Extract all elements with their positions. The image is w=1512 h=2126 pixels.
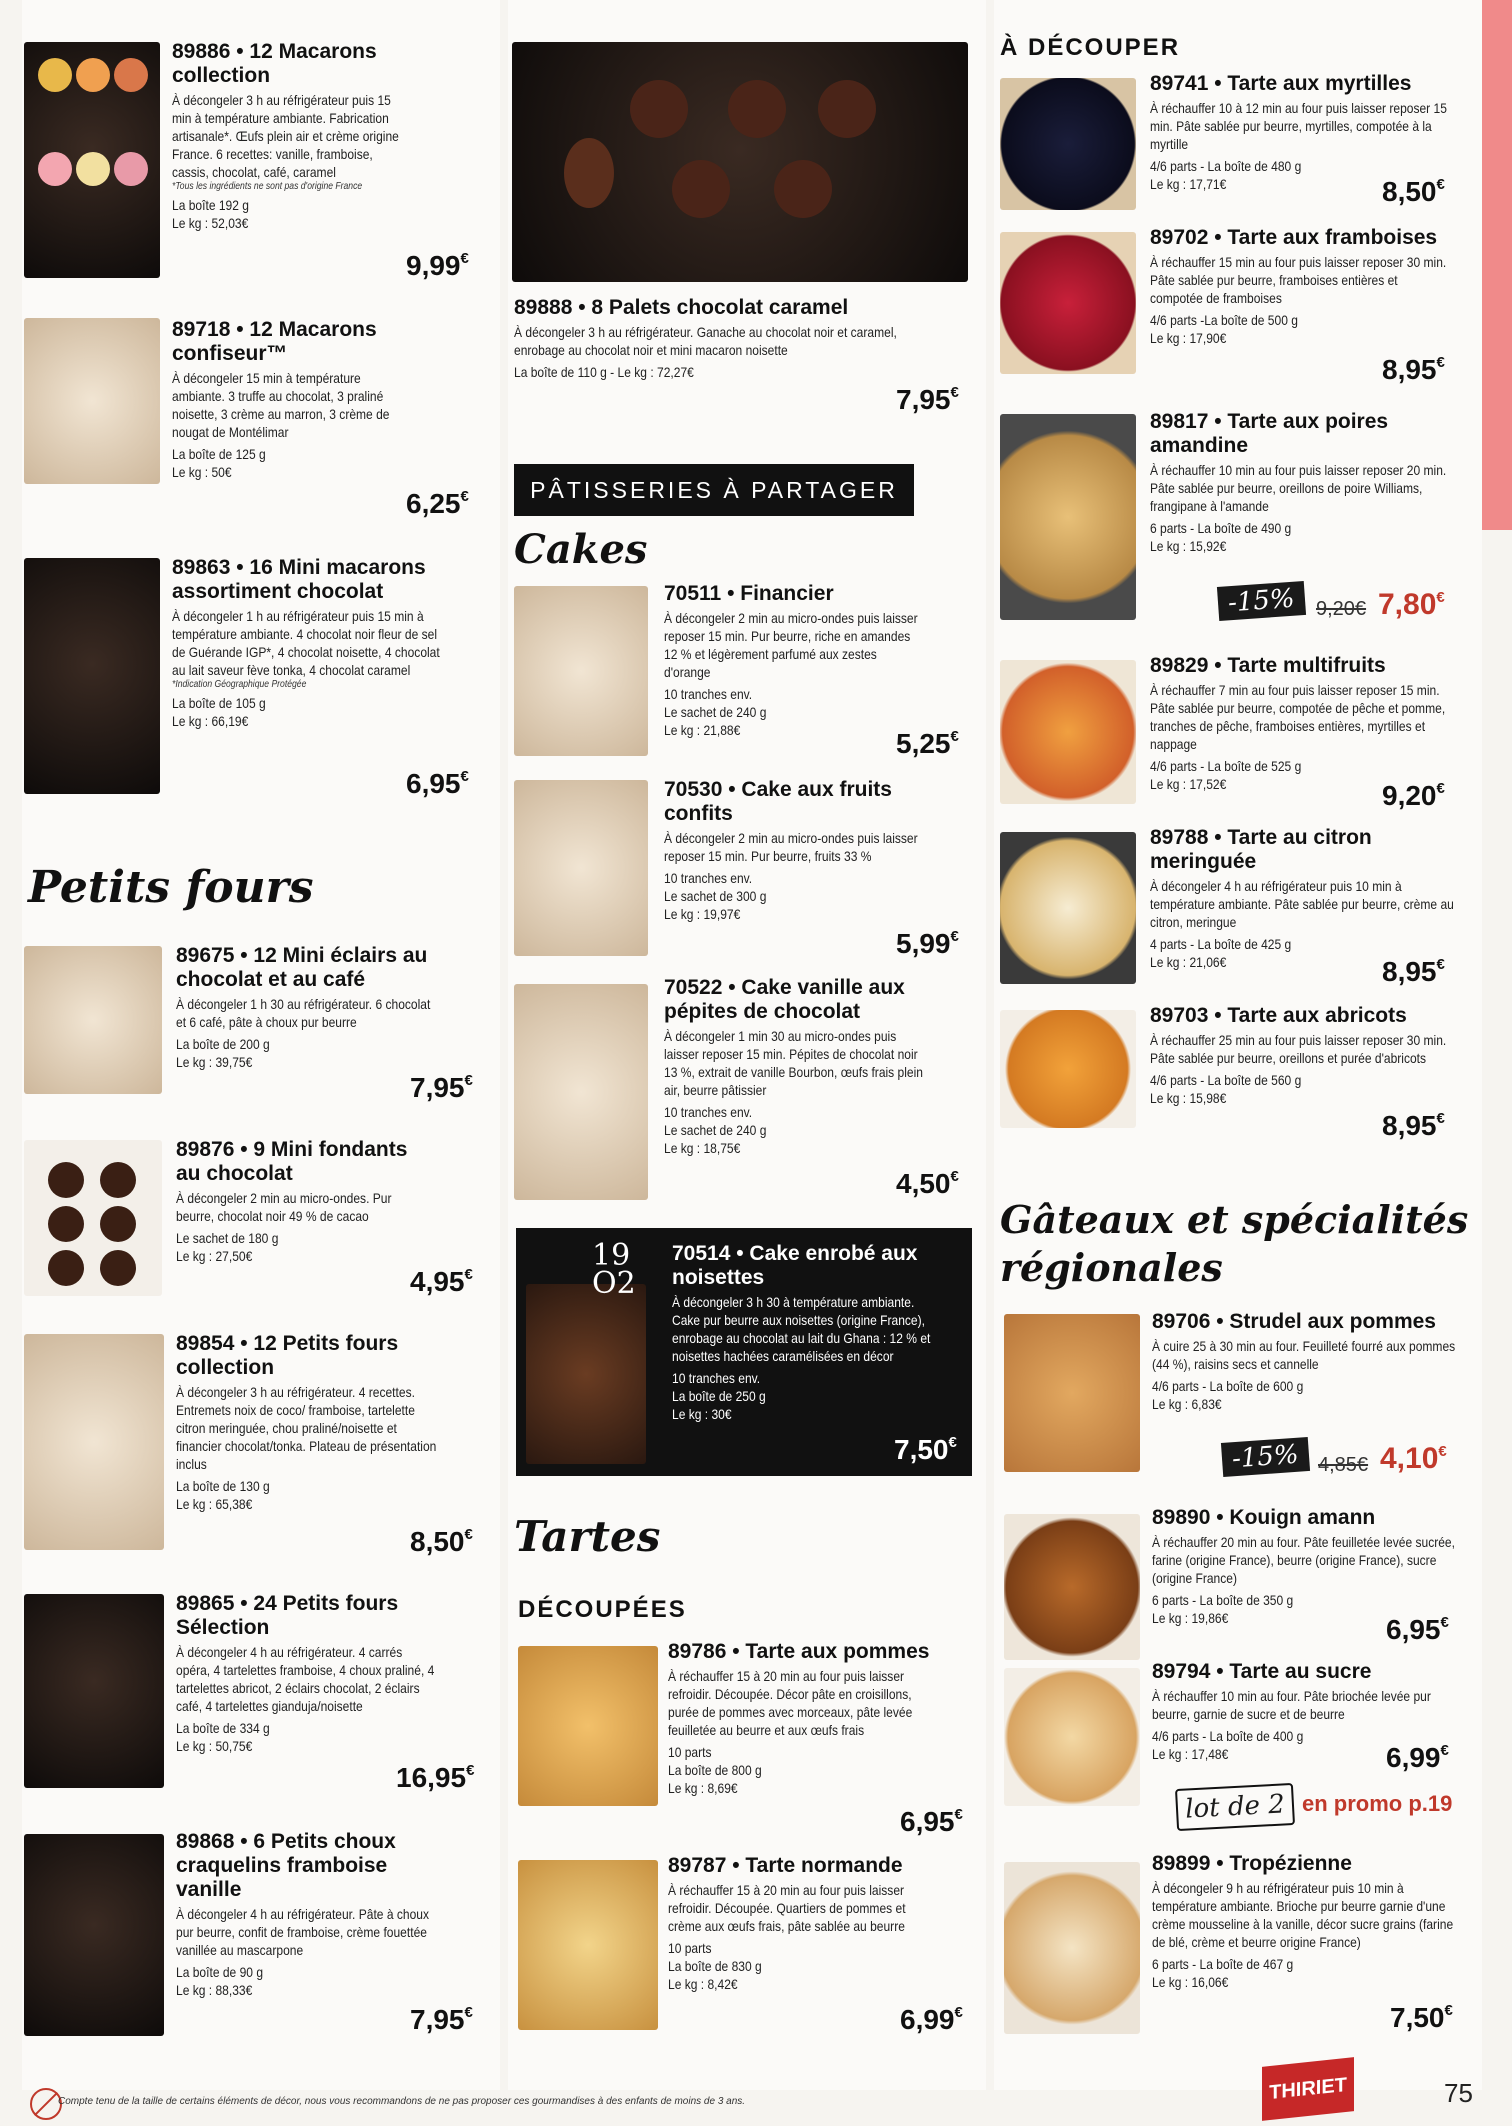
product-title: 89899 • Tropézienne bbox=[1152, 1852, 1352, 1875]
product-title: 89817 • Tarte aux poires amandine bbox=[1150, 410, 1389, 457]
price: 16,95€ bbox=[396, 1762, 475, 1793]
price: 8,95€ bbox=[1382, 1110, 1445, 1141]
petits-fours-selection-image bbox=[24, 1594, 164, 1788]
price: 7,95€ bbox=[410, 2004, 473, 2035]
lot-promo-link[interactable]: en promo p.19 bbox=[1302, 1791, 1453, 1816]
product-weight: Le sachet de 240 g bbox=[664, 1122, 767, 1138]
product-price-per-kg: Le kg : 19,86€ bbox=[1152, 1610, 1229, 1626]
product-weight: La boîte de 800 g bbox=[668, 1762, 762, 1778]
product-title: 89787 • Tarte normande bbox=[668, 1854, 903, 1877]
product-price-per-kg: Le kg : 50,75€ bbox=[176, 1738, 253, 1754]
product-price-per-kg: Le kg : 52,03€ bbox=[172, 215, 249, 231]
product-description: À décongeler 4 h au réfrigérateur. Pâte à choux pur beurre, confit de framboise, crème fouettée vanillée au mascarpone bbox=[176, 1906, 430, 1958]
product-note: *Tous les ingrédients ne sont pas d'origine France bbox=[172, 181, 363, 192]
product-price-per-kg: Le kg : 16,06€ bbox=[1152, 1974, 1229, 1990]
product-weight: 6 parts - La boîte de 490 g bbox=[1150, 520, 1292, 536]
price: 6,25€ bbox=[406, 488, 469, 519]
product-weight: 6 parts - La boîte de 467 g bbox=[1152, 1956, 1294, 1972]
product-price-per-kg: Le kg : 65,38€ bbox=[176, 1496, 253, 1512]
price: 7,95€ bbox=[410, 1072, 473, 1103]
product-slices: 10 tranches env. bbox=[672, 1370, 761, 1386]
product-description: À réchauffer 10 min au four puis laisser reposer 20 min. Pâte sablée pur beurre, oreillons de poire Williams, frangipane à l'amande bbox=[1150, 462, 1447, 514]
product-description: À décongeler 1 h 30 au réfrigérateur. 6 chocolat et 6 café, pâte à choux pur beurre bbox=[176, 996, 431, 1030]
price: 6,95€ bbox=[900, 1806, 963, 1837]
product-weight-price-per-kg: La boîte de 110 g - Le kg : 72,27€ bbox=[514, 364, 694, 380]
product-slices: 10 tranches env. bbox=[664, 1104, 753, 1120]
product-price-per-kg: Le kg : 21,88€ bbox=[664, 722, 741, 738]
product-price-per-kg: Le kg : 17,90€ bbox=[1150, 330, 1227, 346]
old-price: 4,85€ bbox=[1318, 1454, 1369, 1476]
heading-gateaux: Gâteaux et spécialités régionales bbox=[1000, 1197, 1469, 1290]
discount-badge: -15% bbox=[1221, 1437, 1310, 1477]
product-title: 89890 • Kouign amann bbox=[1152, 1506, 1376, 1529]
price: 6,95€ bbox=[1386, 1614, 1449, 1645]
product-weight: Le sachet de 180 g bbox=[176, 1230, 279, 1246]
product-description: À décongeler 4 h au réfrigérateur puis 10 min à température ambiante. Pâte sablée pur beurre, crème au citron, meringue bbox=[1150, 878, 1454, 930]
price: 6,99€ bbox=[1386, 1742, 1449, 1773]
product-price-per-kg: Le kg : 15,98€ bbox=[1150, 1090, 1227, 1106]
product-description: À décongeler 2 min au micro-ondes puis laisser reposer 15 min. Pur beurre, riche en amandes 12 % et légèrement parfumé aux zestes d'orange bbox=[664, 610, 918, 680]
cake-vanille-image bbox=[514, 984, 648, 1200]
strudel-image bbox=[1004, 1314, 1140, 1472]
macarons-image bbox=[24, 42, 160, 278]
product-weight: 4/6 parts -La boîte de 500 g bbox=[1150, 312, 1298, 328]
financier-image bbox=[514, 586, 648, 756]
tropezienne-image bbox=[1004, 1862, 1140, 2034]
tarte-myrtilles-image bbox=[1000, 78, 1136, 210]
product-weight: La boîte de 830 g bbox=[668, 1958, 762, 1974]
promo-price: 7,80€ bbox=[1378, 588, 1445, 621]
product-description: À décongeler 4 h au réfrigérateur. 4 carrés opéra, 4 tartelettes framboise, 4 choux praliné, 4 tartelettes abricot, 2 éclairs chocolat, 2 éclairs café, 4 tartelettes gianduja/noisette bbox=[176, 1644, 435, 1714]
product-price-per-kg: Le kg : 18,75€ bbox=[664, 1140, 741, 1156]
footer-note: Compte tenu de la taille de certains éléments de décor, nous vous recommandons de ne pas proposer ces gourmandises à des enfants de moins de 3 ans. bbox=[58, 2096, 746, 2107]
brand-logo: 19 O2 bbox=[592, 1238, 636, 1301]
price: 8,50€ bbox=[410, 1526, 473, 1557]
mini-macarons-image bbox=[24, 558, 160, 794]
product-parts: 10 parts bbox=[668, 1744, 712, 1760]
product-weight: 4/6 parts - La boîte de 600 g bbox=[1152, 1378, 1304, 1394]
product-title: 89786 • Tarte aux pommes bbox=[668, 1640, 930, 1663]
eclairs-image bbox=[24, 946, 162, 1094]
product-price-per-kg: Le kg : 66,19€ bbox=[172, 713, 249, 729]
fondants-image bbox=[24, 1140, 162, 1296]
product-price-per-kg: Le kg : 21,06€ bbox=[1150, 954, 1227, 970]
product-slices: 10 tranches env. bbox=[664, 870, 753, 886]
product-description: À réchauffer 15 min au four puis laisser reposer 30 min. Pâte sablée pur beurre, framboises entières et compotée de framboises bbox=[1150, 254, 1447, 306]
product-price-per-kg: Le kg : 6,83€ bbox=[1152, 1396, 1222, 1412]
cake-noisettes-image bbox=[526, 1284, 646, 1464]
side-tab bbox=[1482, 0, 1512, 530]
product-price-per-kg: Le kg : 17,71€ bbox=[1150, 176, 1227, 192]
product-price-per-kg: Le kg : 27,50€ bbox=[176, 1248, 253, 1264]
product-title: 70530 • Cake aux fruits confits bbox=[664, 778, 892, 825]
product-description: À décongeler 2 min au micro-ondes puis laisser reposer 15 min. Pur beurre, fruits 33 % bbox=[664, 830, 918, 864]
price: 9,99€ bbox=[406, 250, 469, 281]
tarte-normande-image bbox=[518, 1860, 658, 2030]
product-title: 70514 • Cake enrobé aux noisettes bbox=[672, 1242, 918, 1289]
tarte-pommes-image bbox=[518, 1646, 658, 1806]
promo-price: 4,10€ bbox=[1380, 1442, 1447, 1475]
price: 7,50€ bbox=[1390, 2002, 1453, 2033]
product-title: 89854 • 12 Petits fours collection bbox=[176, 1332, 399, 1379]
product-title: 89706 • Strudel aux pommes bbox=[1152, 1310, 1436, 1333]
product-price-per-kg: Le kg : 39,75€ bbox=[176, 1054, 253, 1070]
petits-fours-image bbox=[24, 1334, 164, 1550]
product-weight: La boîte de 200 g bbox=[176, 1036, 270, 1052]
product-description: À décongeler 9 h au réfrigérateur puis 10 min à température ambiante. Brioche pur beurre garnie d'une crème mousseline à la vanille, décor sucre grains (farine de blé, crème et beurre origine France) bbox=[1152, 1880, 1454, 1950]
price: 5,99€ bbox=[896, 928, 959, 959]
product-title: 89702 • Tarte aux framboises bbox=[1150, 226, 1438, 249]
product-weight: La boîte de 334 g bbox=[176, 1720, 270, 1736]
product-weight: Le sachet de 240 g bbox=[664, 704, 767, 720]
cake-fruits-image bbox=[514, 780, 648, 956]
product-description: À décongeler 3 h au réfrigérateur. Ganache au chocolat noir et caramel, enrobage au chocolat noir et mini macaron noisette bbox=[514, 324, 897, 358]
product-title: 89863 • 16 Mini macarons assortiment chocolat bbox=[172, 556, 426, 603]
price: 9,20€ bbox=[1382, 780, 1445, 811]
product-title: 89888 • 8 Palets chocolat caramel bbox=[514, 296, 849, 319]
heading-a-decouper: À DÉCOUPER bbox=[1000, 34, 1181, 61]
product-weight: 4/6 parts - La boîte de 480 g bbox=[1150, 158, 1302, 174]
product-description: À décongeler 2 min au micro-ondes. Pur beurre, chocolat noir 49 % de cacao bbox=[176, 1190, 392, 1224]
product-title: 89788 • Tarte au citron meringuée bbox=[1150, 826, 1372, 873]
product-weight: Le sachet de 300 g bbox=[664, 888, 767, 904]
product-weight: 4/6 parts - La boîte de 525 g bbox=[1150, 758, 1302, 774]
product-title: 89865 • 24 Petits fours Sélection bbox=[176, 1592, 399, 1639]
price: 6,99€ bbox=[900, 2004, 963, 2035]
product-price-per-kg: Le kg : 19,97€ bbox=[664, 906, 741, 922]
price: 8,50€ bbox=[1382, 176, 1445, 207]
product-price-per-kg: Le kg : 17,52€ bbox=[1150, 776, 1227, 792]
product-description: À décongeler 3 h au réfrigérateur. 4 recettes. Entremets noix de coco/ framboise, tartelette citron meringuée, chou praliné/noisette et financier chocolat/tonka. Plateau de présentation inclus bbox=[176, 1384, 437, 1472]
price: 6,95€ bbox=[406, 768, 469, 799]
product-title: 89675 • 12 Mini éclairs au chocolat et au café bbox=[176, 944, 428, 991]
product-description: À réchauffer 10 à 12 min au four puis laisser reposer 15 min. Pâte sablée pur beurre, myrtilles, compotée à la myrtille bbox=[1150, 100, 1447, 152]
product-weight: La boîte de 125 g bbox=[172, 446, 266, 462]
heading-tartes: Tartes bbox=[514, 1512, 661, 1561]
product-title: 89829 • Tarte multifruits bbox=[1150, 654, 1386, 677]
product-weight: 4/6 parts - La boîte de 400 g bbox=[1152, 1728, 1304, 1744]
product-title: 89794 • Tarte au sucre bbox=[1152, 1660, 1372, 1683]
product-price-per-kg: Le kg : 8,42€ bbox=[668, 1976, 738, 1992]
product-70514[interactable] bbox=[516, 1228, 972, 1476]
product-note: *Indication Géographique Protégée bbox=[172, 679, 307, 690]
product-price-per-kg: Le kg : 8,69€ bbox=[668, 1780, 738, 1796]
product-description: À décongeler 1 h au réfrigérateur puis 15 min à température ambiante. 4 chocolat noir fleur de sel de Guérande IGP*, 4 chocolat noisette, 4 chocolat au lait saveur fève tonka, 4 chocolat caramel bbox=[172, 608, 440, 678]
choux-image bbox=[24, 1834, 164, 2036]
price: 4,50€ bbox=[896, 1168, 959, 1199]
product-slices: 10 tranches env. bbox=[664, 686, 753, 702]
product-title: 89868 • 6 Petits choux craquelins framboise vanille bbox=[176, 1830, 396, 1901]
price: 8,95€ bbox=[1382, 956, 1445, 987]
price: 7,50€ bbox=[894, 1434, 957, 1465]
product-title: 89718 • 12 Macarons confiseur™ bbox=[172, 318, 377, 365]
product-parts: 10 parts bbox=[668, 1940, 712, 1956]
product-description: À décongeler 1 min 30 au micro-ondes puis laisser reposer 15 min. Pépites de chocolat noir 13 %, extrait de vanille Bourbon, œufs frais plein air, beurre pâtissier bbox=[664, 1028, 923, 1098]
product-weight: La boîte de 90 g bbox=[176, 1964, 264, 1980]
product-description: À décongeler 15 min à température ambiante. 3 truffe au chocolat, 3 praliné noisette, 3 crème au marron, 3 crème de nougat de Montélimar bbox=[172, 370, 390, 440]
kouign-amann-image bbox=[1004, 1514, 1140, 1660]
product-title: 89741 • Tarte aux myrtilles bbox=[1150, 72, 1412, 95]
macarons-confiseur-image bbox=[24, 318, 160, 484]
product-price-per-kg: Le kg : 30€ bbox=[672, 1406, 732, 1422]
product-weight: 6 parts - La boîte de 350 g bbox=[1152, 1592, 1294, 1608]
product-weight: La boîte 192 g bbox=[172, 197, 249, 213]
tarte-framboises-image bbox=[1000, 232, 1136, 374]
product-title: 70522 • Cake vanille aux pépites de chocolat bbox=[664, 976, 905, 1023]
product-description: À cuire 25 à 30 min au four. Feuilleté fourré aux pommes (44 %), raisins secs et cannelle bbox=[1152, 1338, 1456, 1372]
product-description: À réchauffer 10 min au four. Pâte briochée levée pur beurre, garnie de sucre et de beurre bbox=[1152, 1688, 1431, 1722]
lot-badge: lot de 2 bbox=[1175, 1783, 1295, 1831]
tarte-multifruits-image bbox=[1000, 660, 1136, 804]
brand-logo: THIRIET bbox=[1262, 2057, 1354, 2121]
product-description: À décongeler 3 h au réfrigérateur puis 15 min à température ambiante. Fabrication artisanale*. Œufs plein air et crème origine France. 6 recettes: vanille, framboise, cassis, chocolat, café, caramel bbox=[172, 92, 399, 180]
product-description: À décongeler 3 h 30 à température ambiante. Cake pur beurre aux noisettes (origine France), enrobage au chocolat au lait du Ghana : 12 % et noisettes hachées caramélisées en décor bbox=[672, 1294, 931, 1364]
product-weight: 4 parts - La boîte de 425 g bbox=[1150, 936, 1292, 952]
product-weight: La boîte de 130 g bbox=[176, 1478, 270, 1494]
product-description: À réchauffer 15 à 20 min au four puis laisser refroidir. Découpée. Quartiers de pommes et crème aux œufs frais, pâte sablée au beurre bbox=[668, 1882, 906, 1934]
old-price: 9,20€ bbox=[1316, 598, 1367, 620]
heading-cakes: Cakes bbox=[514, 526, 648, 573]
product-description: À réchauffer 25 min au four puis laisser reposer 30 min. Pâte sablée pur beurre, oreillons et purée d'abricots bbox=[1150, 1032, 1447, 1066]
heading-petits-fours: Petits fours bbox=[28, 862, 314, 913]
price: 7,95€ bbox=[896, 384, 959, 415]
product-title: 89876 • 9 Mini fondants au chocolat bbox=[176, 1138, 408, 1185]
product-weight: 4/6 parts - La boîte de 560 g bbox=[1150, 1072, 1302, 1088]
tarte-poires-image bbox=[1000, 414, 1136, 620]
palets-image bbox=[512, 42, 968, 282]
tarte-citron-image bbox=[1000, 832, 1136, 984]
price: 4,95€ bbox=[410, 1266, 473, 1297]
product-weight: La boîte de 250 g bbox=[672, 1388, 766, 1404]
product-weight: La boîte de 105 g bbox=[172, 695, 266, 711]
product-description: À réchauffer 15 à 20 min au four puis laisser refroidir. Découpée. Décor pâte en croisillons, purée de pommes avec morceaux, pâte levée feuilletée au beurre et aux œufs frais bbox=[668, 1668, 913, 1738]
page-number: 75 bbox=[1444, 2078, 1473, 2108]
product-price-per-kg: Le kg : 50€ bbox=[172, 464, 232, 480]
product-description: À réchauffer 7 min au four puis laisser reposer 15 min. Pâte sablée pur beurre, compotée de pêche et pomme, tranches de pêche, framboises entières, myrtilles et nappage bbox=[1150, 682, 1446, 752]
section-banner: PÂTISSERIES À PARTAGER bbox=[514, 464, 914, 516]
tarte-abricots-image bbox=[1000, 1010, 1136, 1128]
tarte-sucre-image bbox=[1004, 1668, 1140, 1806]
product-price-per-kg: Le kg : 17,48€ bbox=[1152, 1746, 1229, 1762]
product-description: À réchauffer 20 min au four. Pâte feuilletée levée sucrée, farine (origine France), beurre (origine France), sucre (origine France) bbox=[1152, 1534, 1455, 1586]
heading-decoupees: DÉCOUPÉES bbox=[518, 1596, 687, 1623]
product-title: 89703 • Tarte aux abricots bbox=[1150, 1004, 1407, 1027]
product-title: 70511 • Financier bbox=[664, 582, 834, 605]
product-price-per-kg: Le kg : 15,92€ bbox=[1150, 538, 1227, 554]
price: 8,95€ bbox=[1382, 354, 1445, 385]
price: 5,25€ bbox=[896, 728, 959, 759]
product-price-per-kg: Le kg : 88,33€ bbox=[176, 1982, 253, 1998]
product-title: 89886 • 12 Macarons collection bbox=[172, 40, 377, 87]
discount-badge: -15% bbox=[1217, 581, 1306, 621]
